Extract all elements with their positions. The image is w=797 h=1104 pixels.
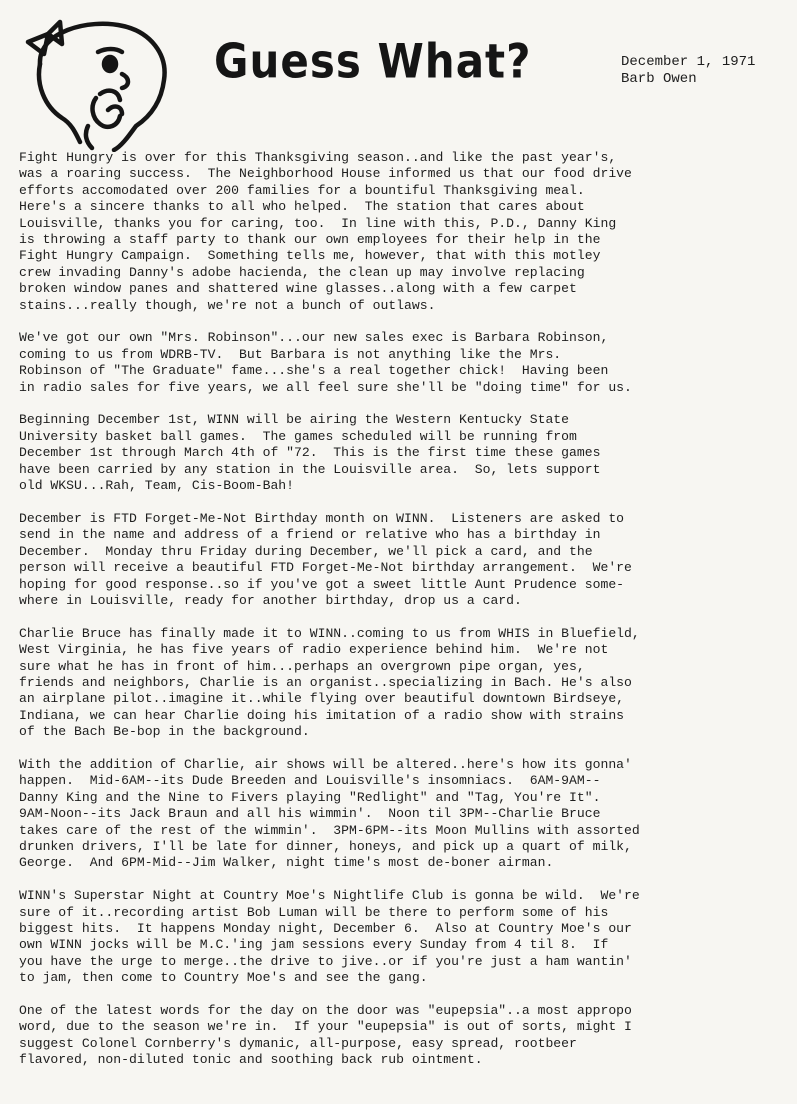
text-line: Indiana, we can hear Charlie doing his imitation of a radio show with strains: [19, 707, 625, 723]
text-line: University basket ball games. The games scheduled will be running from: [19, 428, 577, 444]
text-line: of the Bach Be-bop in the background.: [19, 724, 310, 740]
text-line: Danny King and the Nine to Fivers playing "Redlight" and "Tag, You're It".: [19, 789, 601, 805]
article-paragraph: [19, 150, 789, 314]
dateline: [621, 54, 755, 88]
text-line: person will receive a beautiful FTD Forget-Me-Not birthday arrangement. We're: [19, 560, 632, 576]
text-line: crew invading Danny's adobe hacienda, the clean up may involve replacing: [19, 264, 585, 280]
article-paragraph: [19, 330, 789, 396]
text-line: West Virginia, he has five years of radio experience behind him. We're not: [19, 642, 609, 658]
text-line: Robinson of "The Graduate" fame...she's a real together chick! Having been: [19, 363, 609, 379]
text-line: stains...really though, we're not a bunch of outlaws.: [19, 297, 436, 313]
text-line: biggest hits. It happens Monday night, December 6. Also at Country Moe's our: [19, 921, 632, 936]
text-line: to jam, then come to Country Moe's and see the gang.: [19, 970, 428, 986]
text-line: takes care of the rest of the wimmin'. 3PM-6PM--its Moon Mullins with assorted: [19, 822, 640, 838]
article-paragraph: [19, 888, 789, 986]
text-line: you have the urge to merge..the drive to jive..or if you're just a ham wantin': [19, 953, 632, 969]
text-line: December is FTD Forget-Me-Not Birthday month on WINN. Listeners are asked to: [19, 510, 625, 526]
text-line: WINN's Superstar Night at Country Moe's Nightlife Club is gonna be wild. We're: [19, 888, 640, 904]
issue-date: December 1, 1971: [621, 54, 756, 70]
text-line: One of the latest words for the day on the door was "eupepsia"..a most appropo: [19, 1003, 632, 1019]
text-line: George. And 6PM-Mid--Jim Walker, night time's most de-boner airman.: [19, 855, 554, 871]
text-line: send in the name and address of a friend or relative who has a birthday in: [19, 527, 601, 543]
thinking-cartoon-face-illustration: [18, 14, 170, 152]
text-line: broken window panes and shattered wine glasses..along with a few carpet: [19, 281, 577, 297]
text-line: in radio sales for five years, we all feel sure she'll be "doing time" for us.: [19, 379, 632, 395]
article-paragraph: [19, 412, 789, 494]
text-line: With the addition of Charlie, air shows will be altered..here's how its gonna': [19, 756, 632, 772]
article-paragraph: [19, 1003, 789, 1069]
text-line: friends and neighbors, Charlie is an organist..specializing in Bach. He's also: [19, 674, 632, 690]
text-line: flavored, non-diluted tonic and soothing back rub ointment.: [19, 1052, 483, 1068]
text-line: December. Monday thru Friday during December, we'll pick a card, and the: [19, 543, 593, 559]
author-name: Barb Owen: [621, 71, 697, 87]
text-line: have been carried by any station in the Louisville area. So, lets support: [19, 461, 601, 477]
text-line: an airplane pilot..imagine it..while flying over beautiful downtown Birdseye,: [19, 691, 625, 707]
text-line: drunken drivers, I'll be late for dinner, honeys, and pick up a quart of milk,: [19, 838, 632, 854]
newsletter-headline: Guess What?: [214, 34, 532, 89]
text-line: December 1st through March 4th of "72. This is the first time these games: [19, 445, 601, 461]
article-paragraph: [19, 626, 789, 741]
article-body: [19, 150, 789, 1085]
text-line: was a roaring success. The Neighborhood House informed us that our food drive: [19, 166, 632, 182]
text-line: is throwing a staff party to thank our own employees for their help in the: [19, 232, 601, 248]
text-line: old WKSU...Rah, Team, Cis-Boom-Bah!: [19, 478, 295, 494]
text-line: Beginning December 1st, WINN will be airing the Western Kentucky State: [19, 412, 570, 428]
text-line: coming to us from WDRB-TV. But Barbara is not anything like the Mrs.: [19, 346, 562, 362]
text-line: sure what he has in front of him...perhaps an overgrown pipe organ, yes,: [19, 658, 585, 674]
text-line: efforts accomodated over 200 families for a bountiful Thanksgiving meal.: [19, 182, 585, 198]
text-line: Fight Hungry is over for this Thanksgiving season..and like the past year's,: [19, 150, 617, 165]
text-line: happen. Mid-6AM--its Dude Breeden and Louisville's insomniacs. 6AM-9AM--: [19, 773, 601, 789]
text-line: where in Louisville, ready for another birthday, drop us a card.: [19, 592, 522, 608]
text-line: Louisville, thanks you for caring, too. In line with this, P.D., Danny King: [19, 215, 617, 231]
text-line: 9AM-Noon--its Jack Braun and all his wimmin'. Noon til 3PM--Charlie Bruce: [19, 806, 601, 822]
text-line: sure of it..recording artist Bob Luman will be there to perform some of his: [19, 904, 609, 920]
text-line: Charlie Bruce has finally made it to WINN..coming to us from WHIS in Bluefield,: [19, 625, 640, 641]
text-line: hoping for good response..so if you've got a sweet little Aunt Prudence some-: [19, 576, 625, 592]
article-paragraph: [19, 757, 789, 872]
text-line: word, due to the season we're in. If your "eupepsia" is out of sorts, might I: [19, 1019, 632, 1035]
text-line: suggest Colonel Cornberry's dymanic, all-purpose, easy spread, rootbeer: [19, 1035, 577, 1051]
text-line: We've got our own "Mrs. Robinson"...our new sales exec is Barbara Robinson,: [19, 330, 609, 346]
text-line: Here's a sincere thanks to all who helped. The station that cares about: [19, 199, 585, 215]
text-line: own WINN jocks will be M.C.'ing jam sessions every Sunday from 4 til 8. If: [19, 937, 609, 953]
article-paragraph: [19, 511, 789, 609]
text-line: Fight Hungry Campaign. Something tells me, however, that with this motley: [19, 248, 601, 264]
